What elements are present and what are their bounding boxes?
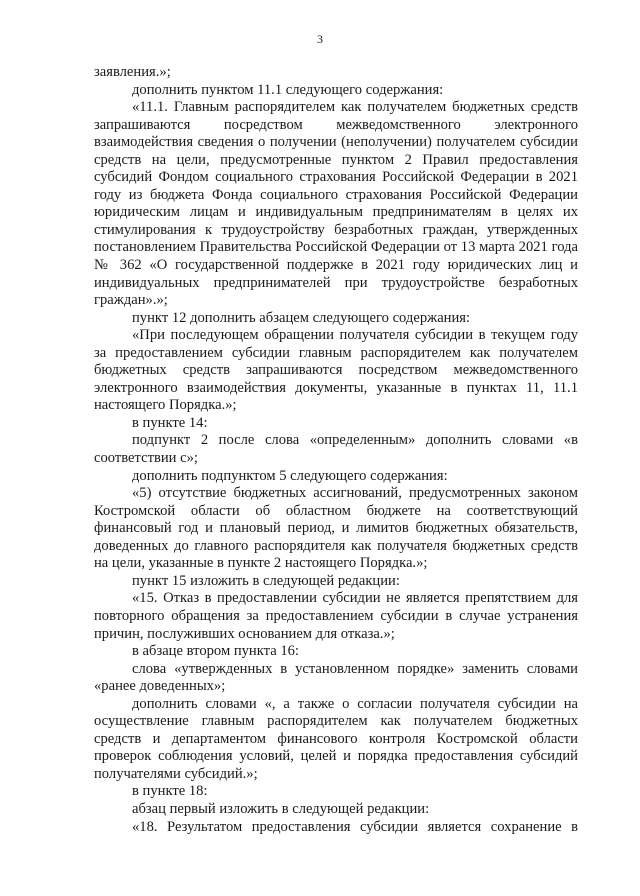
- page-number: 3: [317, 32, 323, 46]
- document-body: [94, 64, 578, 836]
- paragraph: «При последующем обращении получателя субсидии в текущем году за предоставлением субсидии главным распорядителем как получателем бюджетных средств запрашиваются посредством межведомственного электронного взаимодействия документы, указанные в пунктах 11, 11.1 настоящего Порядка.»;: [94, 327, 578, 414]
- paragraph: пункт 12 дополнить абзацем следующего содержания:: [132, 309, 471, 326]
- paragraph: «5) отсутствие бюджетных ассигнований, предусмотренных законом Костромской области об областном бюджете на соответствующий финансовый год и плановый период, и лимитов бюджетных обязательств, доведенных до главного распорядителя как получателя бюджетных средств на цели, указанные в пункте 2 настоящего Порядка.»;: [94, 485, 578, 572]
- paragraph: слова «утвержденных в установленном порядке» заменить словами «ранее доведенных»;: [94, 660, 578, 695]
- paragraph: заявления.»;: [94, 64, 171, 80]
- paragraph: в абзаце втором пункта 16:: [132, 643, 299, 660]
- paragraph: дополнить подпунктом 5 следующего содержания:: [132, 467, 448, 484]
- paragraph: абзац первый изложить в следующей редакции:: [132, 800, 430, 817]
- paragraph: подпункт 2 после слова «определенным» дополнить словами «в соответствии с»;: [94, 432, 578, 467]
- paragraph: дополнить словами «, а также о согласии получателя субсидии на осуществление главным распорядителем как получателем бюджетных средств и департаментом финансового контроля Костромской области проверок соблюдения условий, целей и порядка предоставления субсидий получателями субсидий.»;: [94, 695, 578, 782]
- paragraph: «11.1. Главным распорядителем как получателем бюджетных средств запрашиваются посредством межведомственного электронного взаимодействия сведения о получении (неполучении) получателем субсидии средств на цели, предусмотренные пунктом 2 Правил предоставления субсидий Фондом социального страхования Российской Федерации в 2021 году из бюджета Фонда социального страхования Российской Федерации юридическим лицам и индивидуальным предпринимателям в целях их стимулирования к трудоустройству безработных граждан, утвержденных постановлением Правительства Российской Федерации от 13 марта 2021 года № 362 «О государственной поддержке в 2021 году юридических лиц и индивидуальных предпринимателей при трудоустройстве безработных граждан».»;: [94, 99, 578, 309]
- paragraph: в пункте 14:: [132, 414, 208, 431]
- paragraph: «15. Отказ в предоставлении субсидии не является препятствием для повторного обращения за предоставлением субсидии в случае устранения причин, послуживших основанием для отказа.»;: [94, 590, 578, 642]
- paragraph: в пункте 18:: [132, 783, 208, 800]
- paragraph: дополнить пунктом 11.1 следующего содержания:: [132, 81, 444, 98]
- paragraph: «18. Результатом предоставления субсидии является сохранение в: [132, 818, 578, 835]
- paragraph: пункт 15 изложить в следующей редакции:: [132, 572, 400, 589]
